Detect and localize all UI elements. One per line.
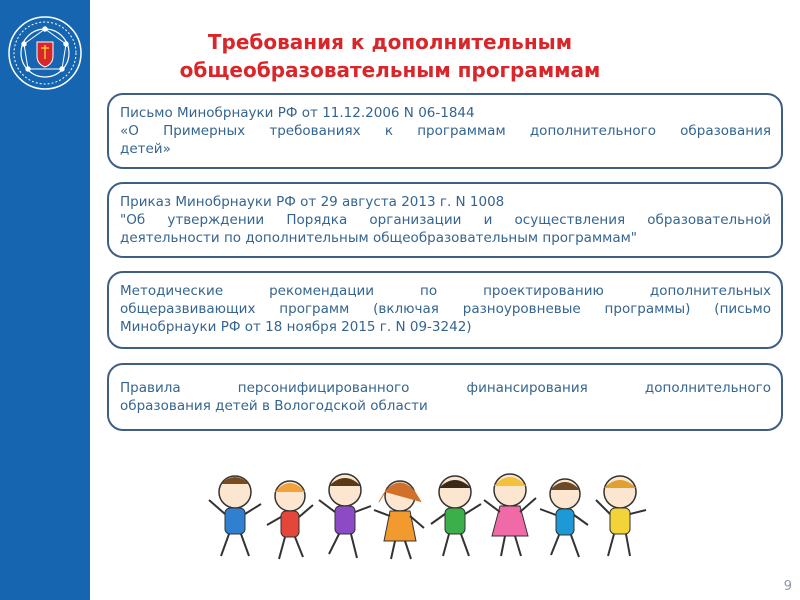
page-number: 9 bbox=[783, 579, 792, 594]
left-sidebar bbox=[0, 0, 90, 600]
child-figure bbox=[319, 474, 371, 558]
child-figure bbox=[374, 481, 424, 559]
card-text-line: "Об утверждении Порядка организации и осуществления образовательной bbox=[120, 212, 771, 228]
card-text-line: Минобрнауки РФ от 18 ноября 2015 г. N 09-3242) bbox=[120, 319, 472, 335]
dancing-children-illustration bbox=[195, 462, 675, 582]
card-text-line: Правила персонифицированного финансирования дополнительного bbox=[120, 380, 771, 396]
child-figure bbox=[596, 476, 646, 556]
requirement-card-financing-rules bbox=[107, 363, 783, 431]
page-title bbox=[100, 28, 680, 84]
child-figure bbox=[431, 476, 481, 556]
card-text-line: Письмо Минобрнауки РФ от 11.12.2006 N 06-1844 bbox=[120, 105, 475, 121]
requirement-card-letter-2006 bbox=[107, 93, 783, 169]
card-text-line: «О Примерных требованиях к программам дополнительного образования bbox=[120, 123, 771, 139]
institute-emblem-icon bbox=[6, 14, 84, 92]
title-line-1: Требования к дополнительным bbox=[207, 30, 573, 54]
child-figure bbox=[484, 474, 536, 556]
card-text-line: общеразвивающих программ (включая разноуровневые программы) (письмо bbox=[120, 301, 771, 317]
child-figure bbox=[267, 481, 313, 559]
requirement-card-guidelines-2015 bbox=[107, 271, 783, 349]
card-text-line: образования детей в Вологодской области bbox=[120, 398, 428, 414]
card-text-line: Приказ Минобрнауки РФ от 29 августа 2013 г. N 1008 bbox=[120, 194, 505, 210]
card-text-line: детей» bbox=[120, 141, 171, 157]
child-figure bbox=[209, 476, 261, 556]
requirement-card-order-2013 bbox=[107, 182, 783, 258]
child-figure bbox=[540, 479, 588, 557]
card-text-line: Методические рекомендации по проектированию дополнительных bbox=[120, 283, 771, 299]
card-text-line: деятельности по дополнительным общеобразовательным программам" bbox=[120, 230, 637, 246]
title-line-2: общеобразовательным программам bbox=[179, 58, 601, 82]
